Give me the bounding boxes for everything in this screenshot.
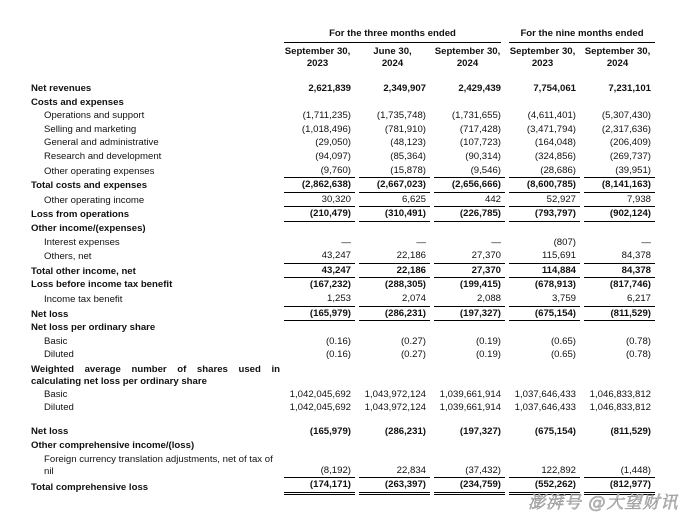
- row-value: (269,737): [609, 150, 651, 162]
- table-row: [31, 264, 655, 279]
- nine-months-group-header: For the nine months ended: [505, 27, 655, 43]
- row-value: [505, 222, 580, 236]
- row-label: Others, net: [44, 251, 92, 263]
- table-row: [31, 150, 655, 164]
- row-value: (675,154): [534, 426, 576, 438]
- row-value: [355, 222, 430, 236]
- row-label: Basic: [44, 388, 68, 400]
- row-value: [280, 362, 355, 388]
- row-value: (8,192): [280, 452, 355, 478]
- table-row: [31, 362, 655, 388]
- column-header: June 30, 2024: [373, 46, 412, 69]
- row-value: (2,862,638): [280, 178, 355, 193]
- row-value: 6,217: [580, 292, 655, 307]
- row-value: (165,979): [309, 426, 351, 438]
- row-value: (552,262): [505, 478, 580, 495]
- table-row: [31, 123, 655, 137]
- row-label: Net revenues: [31, 83, 92, 94]
- row-label: Other comprehensive income/(loss): [31, 439, 195, 451]
- row-value: 22,186: [355, 264, 430, 279]
- row-value: (9,546): [430, 164, 505, 179]
- row-label: Net loss: [31, 426, 69, 438]
- row-value: 122,892: [505, 452, 580, 478]
- table-row: [31, 109, 655, 123]
- row-value: 1,253: [280, 292, 355, 307]
- row-value: 1,046,833,812: [589, 402, 651, 414]
- row-value: (1,711,235): [302, 110, 351, 122]
- row-value: 1,039,661,914: [439, 402, 501, 414]
- row-value: (0.19): [475, 349, 501, 361]
- table-row: [31, 207, 655, 222]
- row-label: Income tax benefit: [44, 293, 123, 305]
- table-row: [31, 452, 655, 478]
- row-value: 52,927: [505, 193, 580, 208]
- column-header: September 30, 2023: [284, 46, 351, 69]
- table-row: [31, 236, 655, 250]
- table-row: [31, 307, 655, 322]
- row-value: (675,154): [505, 307, 580, 322]
- row-value: (3,471,794): [526, 123, 576, 135]
- row-value: 1,042,045,692: [289, 388, 351, 400]
- row-value: 1,043,972,124: [364, 388, 426, 400]
- row-value: [505, 362, 580, 388]
- row-value: (263,397): [355, 478, 430, 495]
- row-label: Net loss: [31, 308, 69, 320]
- row-value: 84,378: [580, 264, 655, 279]
- row-value: (1,018,496): [301, 123, 351, 135]
- column-header: September 30, 2024: [584, 46, 651, 69]
- row-value: (165,979): [280, 307, 355, 322]
- row-value: (902,124): [580, 207, 655, 222]
- row-value: (0.27): [400, 335, 426, 347]
- table-row: [31, 136, 655, 150]
- row-value: [355, 362, 430, 388]
- row-label: Diluted: [44, 349, 74, 361]
- row-value: —: [341, 236, 351, 248]
- row-value: (717,428): [459, 123, 501, 135]
- row-value: [280, 439, 355, 453]
- row-value: [280, 96, 355, 110]
- row-value: (0.19): [475, 335, 501, 347]
- row-value: [430, 439, 505, 453]
- row-value: (1,448): [580, 452, 655, 478]
- row-label: Loss before income tax benefit: [31, 279, 173, 291]
- row-value: (678,913): [534, 279, 576, 291]
- row-value: (0.16): [325, 349, 351, 361]
- table-row: [31, 439, 655, 453]
- watermark: 澎湃号 @大望财讯: [528, 493, 679, 513]
- row-value: (310,491): [355, 207, 430, 222]
- row-label: Operations and support: [44, 110, 145, 122]
- row-value: 30,320: [280, 193, 355, 208]
- table-row: [31, 193, 655, 208]
- row-value: 1,046,833,812: [589, 388, 651, 400]
- row-value: [430, 321, 505, 335]
- table-row: [31, 348, 655, 362]
- row-value: (9,760): [280, 164, 355, 179]
- three-months-group-header: For the three months ended: [280, 27, 505, 43]
- row-value: 6,625: [355, 193, 430, 208]
- row-value: [505, 96, 580, 110]
- row-label: Interest expenses: [44, 236, 120, 248]
- row-value: (811,529): [610, 426, 651, 438]
- row-value: (199,415): [459, 279, 501, 291]
- table-row: [31, 82, 655, 96]
- row-value: 43,247: [280, 249, 355, 264]
- table-row: [31, 164, 655, 179]
- row-label: Other operating income: [44, 194, 145, 206]
- row-value: (286,231): [355, 307, 430, 322]
- table-row: [31, 278, 655, 292]
- row-value: (0.78): [625, 349, 651, 361]
- row-value: (8,600,785): [505, 178, 580, 193]
- row-label: Research and development: [44, 150, 162, 162]
- row-value: 1,043,972,124: [364, 402, 426, 414]
- row-value: [580, 439, 655, 453]
- row-value: [580, 321, 655, 335]
- row-value: (210,479): [280, 207, 355, 222]
- row-value: (0.65): [550, 335, 576, 347]
- row-value: (197,327): [459, 426, 501, 438]
- row-value: (4,611,401): [527, 110, 576, 122]
- row-value: [580, 222, 655, 236]
- row-label: Foreign currency translation adjustments, net of tax of nil: [44, 454, 273, 478]
- table-row: [31, 321, 655, 335]
- row-value: (164,048): [534, 137, 576, 149]
- row-label: Costs and expenses: [31, 96, 124, 108]
- table-row: [31, 335, 655, 349]
- row-value: 2,349,907: [383, 83, 426, 94]
- row-value: 2,621,839: [308, 83, 351, 94]
- row-label: Net loss per ordinary share: [31, 322, 156, 334]
- row-value: 22,834: [355, 452, 430, 478]
- row-value: [580, 362, 655, 388]
- column-header: September 30, 2024: [434, 46, 501, 69]
- row-value: —: [491, 236, 501, 248]
- row-value: [505, 439, 580, 453]
- row-value: (817,746): [609, 279, 651, 291]
- row-value: (2,656,666): [430, 178, 505, 193]
- row-value: (206,409): [609, 137, 651, 149]
- row-value: [355, 321, 430, 335]
- column-header: September 30, 2023: [509, 46, 576, 69]
- income-statement-table: [31, 27, 655, 495]
- row-value: (90,314): [465, 150, 501, 162]
- row-label: Diluted: [44, 402, 74, 414]
- row-value: (0.78): [625, 335, 651, 347]
- row-value: (167,232): [309, 279, 351, 291]
- row-value: —: [641, 236, 651, 248]
- row-value: [430, 96, 505, 110]
- row-label: Total costs and expenses: [31, 180, 148, 192]
- row-value: 22,186: [355, 249, 430, 264]
- row-value: (15,878): [355, 164, 430, 179]
- row-value: 3,759: [505, 292, 580, 307]
- row-value: 1,042,045,692: [289, 402, 351, 414]
- row-value: 2,429,439: [458, 83, 501, 94]
- row-value: (0.16): [325, 335, 351, 347]
- table-row: [31, 292, 655, 307]
- row-value: 1,037,646,433: [514, 388, 576, 400]
- row-value: 7,754,061: [533, 83, 576, 94]
- row-value: 1,037,646,433: [514, 402, 576, 414]
- row-value: 1,039,661,914: [439, 388, 501, 400]
- spacer-row: [31, 415, 655, 425]
- row-value: (8,141,163): [580, 178, 655, 193]
- column-header-row: [31, 43, 655, 82]
- row-value: [355, 96, 430, 110]
- row-value: 27,370: [430, 264, 505, 279]
- row-value: (0.27): [400, 349, 426, 361]
- row-value: (5,307,430): [601, 110, 651, 122]
- period-group-header-row: [31, 27, 655, 43]
- row-value: (2,317,636): [601, 123, 651, 135]
- row-value: [580, 96, 655, 110]
- row-label: Loss from operations: [31, 209, 130, 221]
- row-value: (2,667,023): [355, 178, 430, 193]
- row-value: (811,529): [580, 307, 655, 322]
- row-value: (48,123): [390, 137, 426, 149]
- row-value: [430, 222, 505, 236]
- row-value: (39,951): [580, 164, 655, 179]
- row-label: General and administrative: [44, 137, 159, 149]
- row-value: (793,797): [505, 207, 580, 222]
- table-row: [31, 401, 655, 415]
- row-value: [505, 321, 580, 335]
- row-label: Other income/(expenses): [31, 222, 146, 234]
- row-value: (812,977): [580, 478, 655, 495]
- row-value: (197,327): [430, 307, 505, 322]
- table-row: [31, 96, 655, 110]
- row-value: (107,723): [459, 137, 501, 149]
- row-value: (781,910): [384, 123, 426, 135]
- table-row: [31, 222, 655, 236]
- row-value: (234,759): [430, 478, 505, 495]
- row-value: (288,305): [384, 279, 426, 291]
- row-value: [430, 362, 505, 388]
- row-value: 7,938: [580, 193, 655, 208]
- row-value: 442: [430, 193, 505, 208]
- row-value: (29,050): [315, 137, 351, 149]
- row-value: [355, 439, 430, 453]
- row-value: 27,370: [430, 249, 505, 264]
- row-value: (85,364): [390, 150, 426, 162]
- row-value: 84,378: [580, 249, 655, 264]
- row-value: [280, 222, 355, 236]
- row-value: 43,247: [280, 264, 355, 279]
- row-value: (1,731,655): [451, 110, 501, 122]
- row-label: Weighted average number of shares used in calculating net loss per ordinary share: [31, 363, 280, 387]
- row-value: (37,432): [430, 452, 505, 478]
- table-row: [31, 178, 655, 193]
- table-row: [31, 425, 655, 439]
- row-value: (1,735,748): [376, 110, 426, 122]
- table-row: [31, 388, 655, 402]
- row-value: (324,856): [534, 150, 576, 162]
- row-value: 7,231,101: [608, 83, 651, 94]
- row-value: (226,785): [430, 207, 505, 222]
- row-value: 2,074: [355, 292, 430, 307]
- row-label: Selling and marketing: [44, 123, 137, 135]
- row-value: (28,686): [505, 164, 580, 179]
- row-value: (0.65): [550, 349, 576, 361]
- table-row: [31, 249, 655, 264]
- row-value: (94,097): [315, 150, 351, 162]
- row-label: Basic: [44, 335, 68, 347]
- row-label: Total comprehensive loss: [31, 482, 149, 494]
- row-value: (174,171): [280, 478, 355, 495]
- row-value: 2,088: [430, 292, 505, 307]
- row-value: (807): [553, 236, 576, 248]
- row-value: [280, 321, 355, 335]
- row-value: 115,691: [505, 249, 580, 264]
- row-value: —: [416, 236, 426, 248]
- row-value: (286,231): [384, 426, 426, 438]
- row-label: Total other income, net: [31, 265, 136, 277]
- row-value: 114,884: [505, 264, 580, 279]
- row-label: Other operating expenses: [44, 165, 155, 177]
